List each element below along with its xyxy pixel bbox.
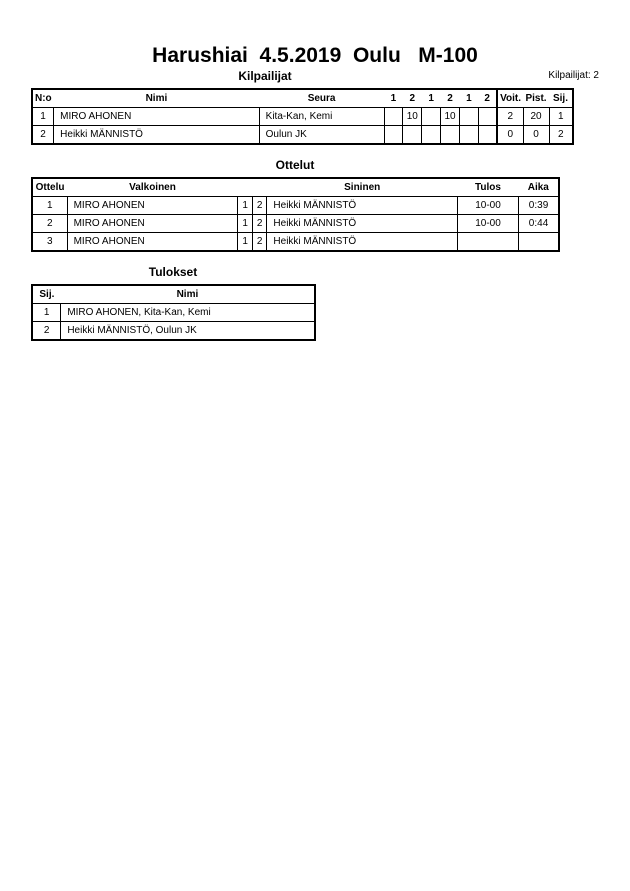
table-row bbox=[32, 126, 573, 145]
competitors-heading: Kilpailijat bbox=[238, 69, 292, 83]
white-competitor: MIRO AHONEN bbox=[67, 197, 238, 215]
col-club-header: Seura bbox=[259, 89, 384, 108]
col-round-header: 2 bbox=[441, 89, 460, 108]
competitor-wins: 0 bbox=[497, 126, 523, 145]
blue-competitor: Heikki MÄNNISTÖ bbox=[267, 197, 458, 215]
match-no: 1 bbox=[32, 197, 67, 215]
competitor-name: Heikki MÄNNISTÖ bbox=[54, 126, 259, 145]
col-name-header: Nimi bbox=[54, 89, 259, 108]
competitor-no: 1 bbox=[32, 108, 54, 126]
competitor-wins: 2 bbox=[497, 108, 523, 126]
round-score bbox=[460, 108, 479, 126]
round-score bbox=[460, 126, 479, 145]
col-time-header: Aika bbox=[519, 178, 559, 197]
round-score bbox=[478, 108, 497, 126]
matches-heading: Ottelut bbox=[275, 158, 315, 172]
blue-number: 2 bbox=[252, 197, 266, 215]
col-result-header: Tulos bbox=[457, 178, 518, 197]
competitors-table bbox=[31, 88, 574, 145]
table-row bbox=[32, 197, 559, 215]
white-competitor: MIRO AHONEN bbox=[67, 233, 238, 252]
blue-competitor: Heikki MÄNNISTÖ bbox=[267, 215, 458, 233]
round-score bbox=[422, 108, 441, 126]
table-row bbox=[32, 233, 559, 252]
blue-competitor: Heikki MÄNNISTÖ bbox=[267, 233, 458, 252]
round-score bbox=[403, 126, 422, 145]
result-place: 2 bbox=[32, 322, 61, 341]
table-row bbox=[32, 108, 573, 126]
result-place: 1 bbox=[32, 304, 61, 322]
col-name-header: Nimi bbox=[61, 285, 315, 304]
match-result: 10-00 bbox=[457, 215, 518, 233]
white-number: 1 bbox=[238, 233, 252, 252]
col-round-header: 1 bbox=[460, 89, 479, 108]
match-time: 0:39 bbox=[519, 197, 559, 215]
col-place-header: Sij. bbox=[32, 285, 61, 304]
col-place-header: Sij. bbox=[549, 89, 573, 108]
competitor-club: Oulun JK bbox=[259, 126, 384, 145]
result-name: MIRO AHONEN, Kita-Kan, Kemi bbox=[61, 304, 315, 322]
col-round-header: 1 bbox=[422, 89, 441, 108]
results-heading: Tulokset bbox=[148, 265, 198, 279]
competitor-points: 20 bbox=[523, 108, 549, 126]
competitor-name: MIRO AHONEN bbox=[54, 108, 259, 126]
match-result bbox=[457, 233, 518, 252]
competitor-place: 1 bbox=[549, 108, 573, 126]
round-score bbox=[478, 126, 497, 145]
col-round-header: 2 bbox=[478, 89, 497, 108]
col-points-header: Pist. bbox=[523, 89, 549, 108]
round-score bbox=[384, 108, 403, 126]
table-row bbox=[32, 215, 559, 233]
matches-table bbox=[31, 177, 560, 252]
col-white-header: Valkoinen bbox=[67, 178, 238, 197]
match-time bbox=[519, 233, 559, 252]
competitors-count: Kilpailijat: 2 bbox=[548, 70, 599, 81]
white-number: 1 bbox=[238, 197, 252, 215]
match-no: 3 bbox=[32, 233, 67, 252]
results-table bbox=[31, 284, 316, 341]
round-score bbox=[422, 126, 441, 145]
blue-number: 2 bbox=[252, 233, 266, 252]
competitor-no: 2 bbox=[32, 126, 54, 145]
round-score bbox=[441, 126, 460, 145]
round-score bbox=[384, 126, 403, 145]
match-no: 2 bbox=[32, 215, 67, 233]
col-no-header: N:o bbox=[32, 89, 54, 108]
competitor-place: 2 bbox=[549, 126, 573, 145]
round-score: 10 bbox=[403, 108, 422, 126]
page-title: Harushiai 4.5.2019 Oulu M-100 bbox=[152, 44, 478, 67]
result-name: Heikki MÄNNISTÖ, Oulun JK bbox=[61, 322, 315, 341]
competitor-club: Kita-Kan, Kemi bbox=[259, 108, 384, 126]
col-round-header: 1 bbox=[384, 89, 403, 108]
match-time: 0:44 bbox=[519, 215, 559, 233]
col-match-header: Ottelu bbox=[32, 178, 67, 197]
blue-number: 2 bbox=[252, 215, 266, 233]
white-number: 1 bbox=[238, 215, 252, 233]
table-row bbox=[32, 304, 315, 322]
match-result: 10-00 bbox=[457, 197, 518, 215]
col-wins-header: Voit. bbox=[497, 89, 523, 108]
round-score: 10 bbox=[441, 108, 460, 126]
table-row bbox=[32, 322, 315, 341]
col-round-header: 2 bbox=[403, 89, 422, 108]
white-competitor: MIRO AHONEN bbox=[67, 215, 238, 233]
competitor-points: 0 bbox=[523, 126, 549, 145]
col-blue-header: Sininen bbox=[267, 178, 458, 197]
